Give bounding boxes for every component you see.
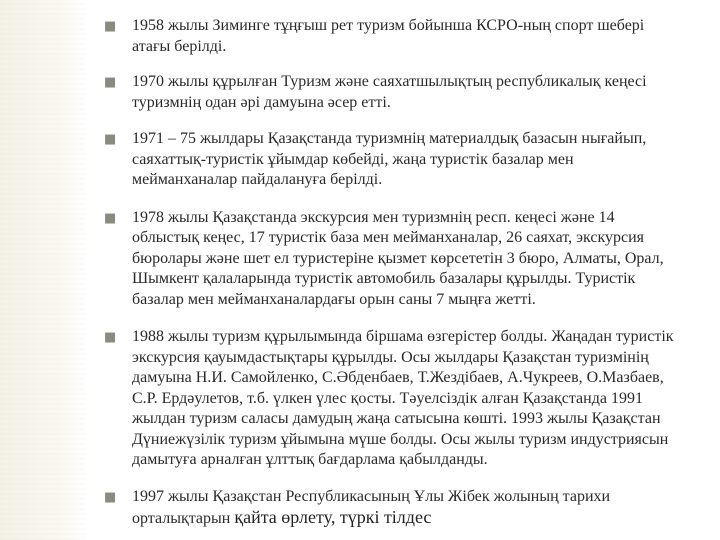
bullet-text: 1970 жылы құрылған Туризм және саяхатшылықтың республикалық кеңесі туризмнің одан әрі дамуына әсер етті.	[132, 73, 647, 111]
bullet-item	[104, 327, 674, 471]
bullet-item	[104, 16, 674, 57]
bullet-item	[104, 487, 674, 530]
bullet-icon: ■	[104, 489, 117, 505]
bullet-item	[104, 129, 674, 191]
bullet-text: 1997 жылы Қазақстан Республикасының Ұлы Жібек жолының тарихи орталықтарын	[132, 487, 611, 527]
bullet-icon: ■	[104, 75, 117, 90]
bullet-text-emphasis: қайта өрлету, түркі тілдес	[234, 507, 432, 527]
bullet-icon: ■	[104, 330, 117, 345]
bullet-text: 1978 жылы Қазақстанда экскурсия мен туризмнің респ. кеңесі және 14 облыстық кеңес, 17 туристік база мен мейманханалар, 26 саяхат, экскурсия бюролары және шет ел туристеріне қызмет көрсететін 3 бюро, Алматы, Орал, Шымкент қалаларында туристік автомобиль базалары құрылды. Туристік базалар мен мейманханалардағы орын саны 7 мыңға жетті.	[132, 208, 664, 308]
bullet-text: 1971 – 75 жылдары Қазақстанда туризмнің материалдық базасын нығайып, саяхаттық-туристік ұйымдар көбейді, жаңа туристік базалар мен мейманханалар пайдалануға берілді.	[132, 130, 647, 188]
bullet-icon: ■	[104, 210, 117, 226]
bullet-text: 1958 жылы Зиминге тұңғыш рет туризм бойынша КСРО-ның спорт шебері атағы берілді.	[132, 17, 645, 55]
bullet-text: 1988 жылы туризм құрылымында біршама өзгерістер болды. Жаңадан туристік экскурсия қауымдастықтары құрылды. Осы жылдары Қазақстан туризмінің дамуына Н.И. Самойленко, С.Әбденбаев, Т.Жездібаев, А.Чукреев, О.Мазбаев, С.Р. Ердәулетов, т.б. үлкен үлес қосты. Тәуелсіздік алған Қазақстанда 1991 жылдан туризм саласы дамудың жаңа сатысына көшті. 1993 жылы Қазақстан Дүниежүзілік туризм ұйымына мүше болды. Осы жылы туризм индустриясын дамытуға арналған ұлттық бағдарлама қабылданды.	[132, 328, 674, 468]
bullet-list	[104, 16, 674, 530]
decorative-left-band	[0, 0, 86, 540]
bullet-icon: ■	[104, 132, 117, 147]
bullet-item	[104, 208, 674, 311]
bullet-icon: ■	[104, 19, 117, 34]
bullet-item	[104, 72, 674, 113]
